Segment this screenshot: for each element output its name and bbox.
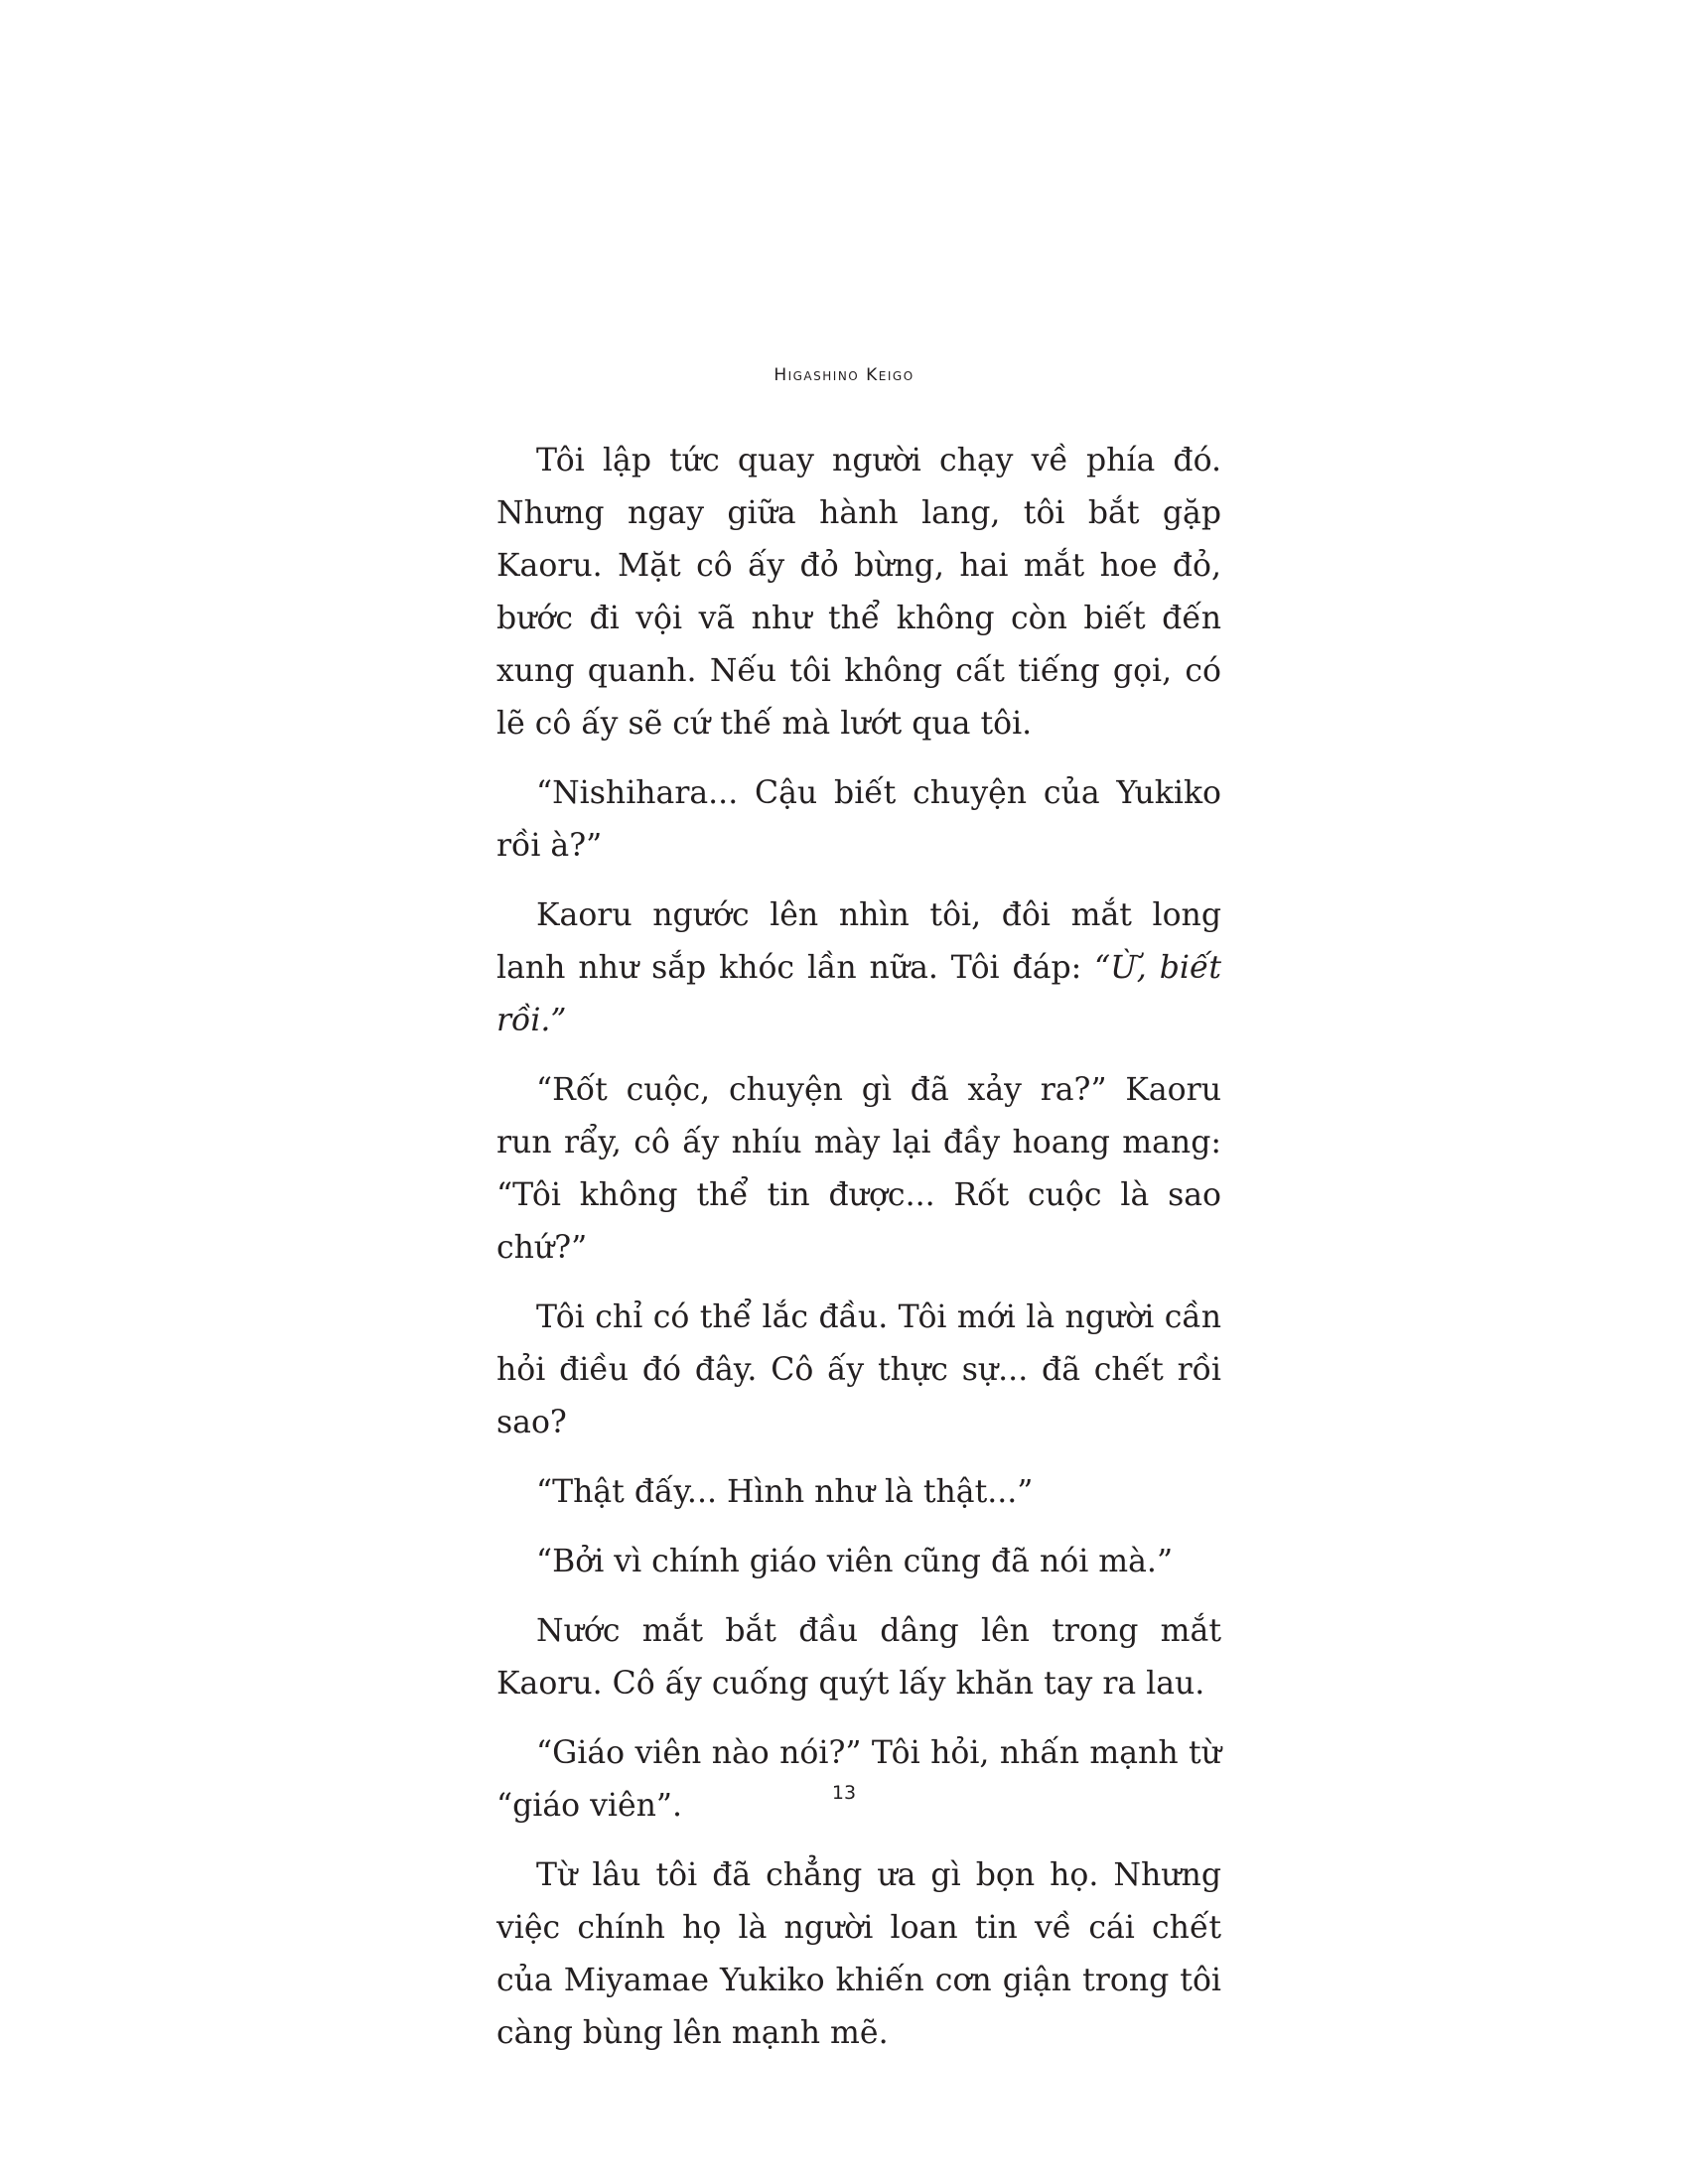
paragraph-3: [496, 889, 1221, 1047]
paragraph-2: “Nishihara... Cậu biết chuyện của Yukiko rồi à?”: [496, 775, 1221, 864]
paragraph-8: Nước mắt bắt đầu dâng lên trong mắt Kaoru. Cô ấy cuống quýt lấy khăn tay ra lau.: [496, 1613, 1221, 1702]
paragraph-10: Từ lâu tôi đã chẳng ưa gì bọn họ. Nhưng việc chính họ là người loan tin về cái chết của Miyamae Yukiko khiến cơn giận trong tôi càng bùng lên mạnh mẽ.: [496, 1857, 1221, 2051]
paragraph-9: “Giáo viên nào nói?” Tôi hỏi, nhấn mạnh từ “giáo viên”.: [496, 1735, 1221, 1824]
body-text: [496, 435, 1221, 2060]
paragraph-3-text: Kaoru ngước lên nhìn tôi, đôi mắt long lanh như sắp khóc lần nữa. Tôi đáp:: [496, 897, 1221, 986]
paragraph-6: “Thật đấy... Hình như là thật...”: [536, 1474, 1034, 1510]
running-head: Higashino Keigo: [774, 365, 914, 385]
paragraph-1: Tôi lập tức quay người chạy về phía đó. Nhưng ngay giữa hành lang, tôi bắt gặp Kaoru. Mặt cô ấy đỏ bừng, hai mắt hoe đỏ, bước đi vội vã như thể không còn biết đến xung quanh. Nếu tôi không cất tiếng gọi, có lẽ cô ấy sẽ cứ thế mà lướt qua tôi.: [496, 443, 1221, 742]
paragraph-4: “Rốt cuộc, chuyện gì đã xảy ra?” Kaoru run rẩy, cô ấy nhíu mày lại đầy hoang mang: “Tôi không thể tin được... Rốt cuộc là sao chứ?”: [496, 1072, 1221, 1266]
paragraph-3-italic-quote: “Ừ, biết rồi.”: [496, 950, 1221, 1038]
paragraph-5: Tôi chỉ có thể lắc đầu. Tôi mới là người cần hỏi điều đó đây. Cô ấy thực sự... đã chết rồi sao?: [496, 1299, 1221, 1440]
paragraph-7: “Bởi vì chính giáo viên cũng đã nói mà.”: [536, 1544, 1174, 1579]
page-number: 13: [831, 1782, 857, 1804]
